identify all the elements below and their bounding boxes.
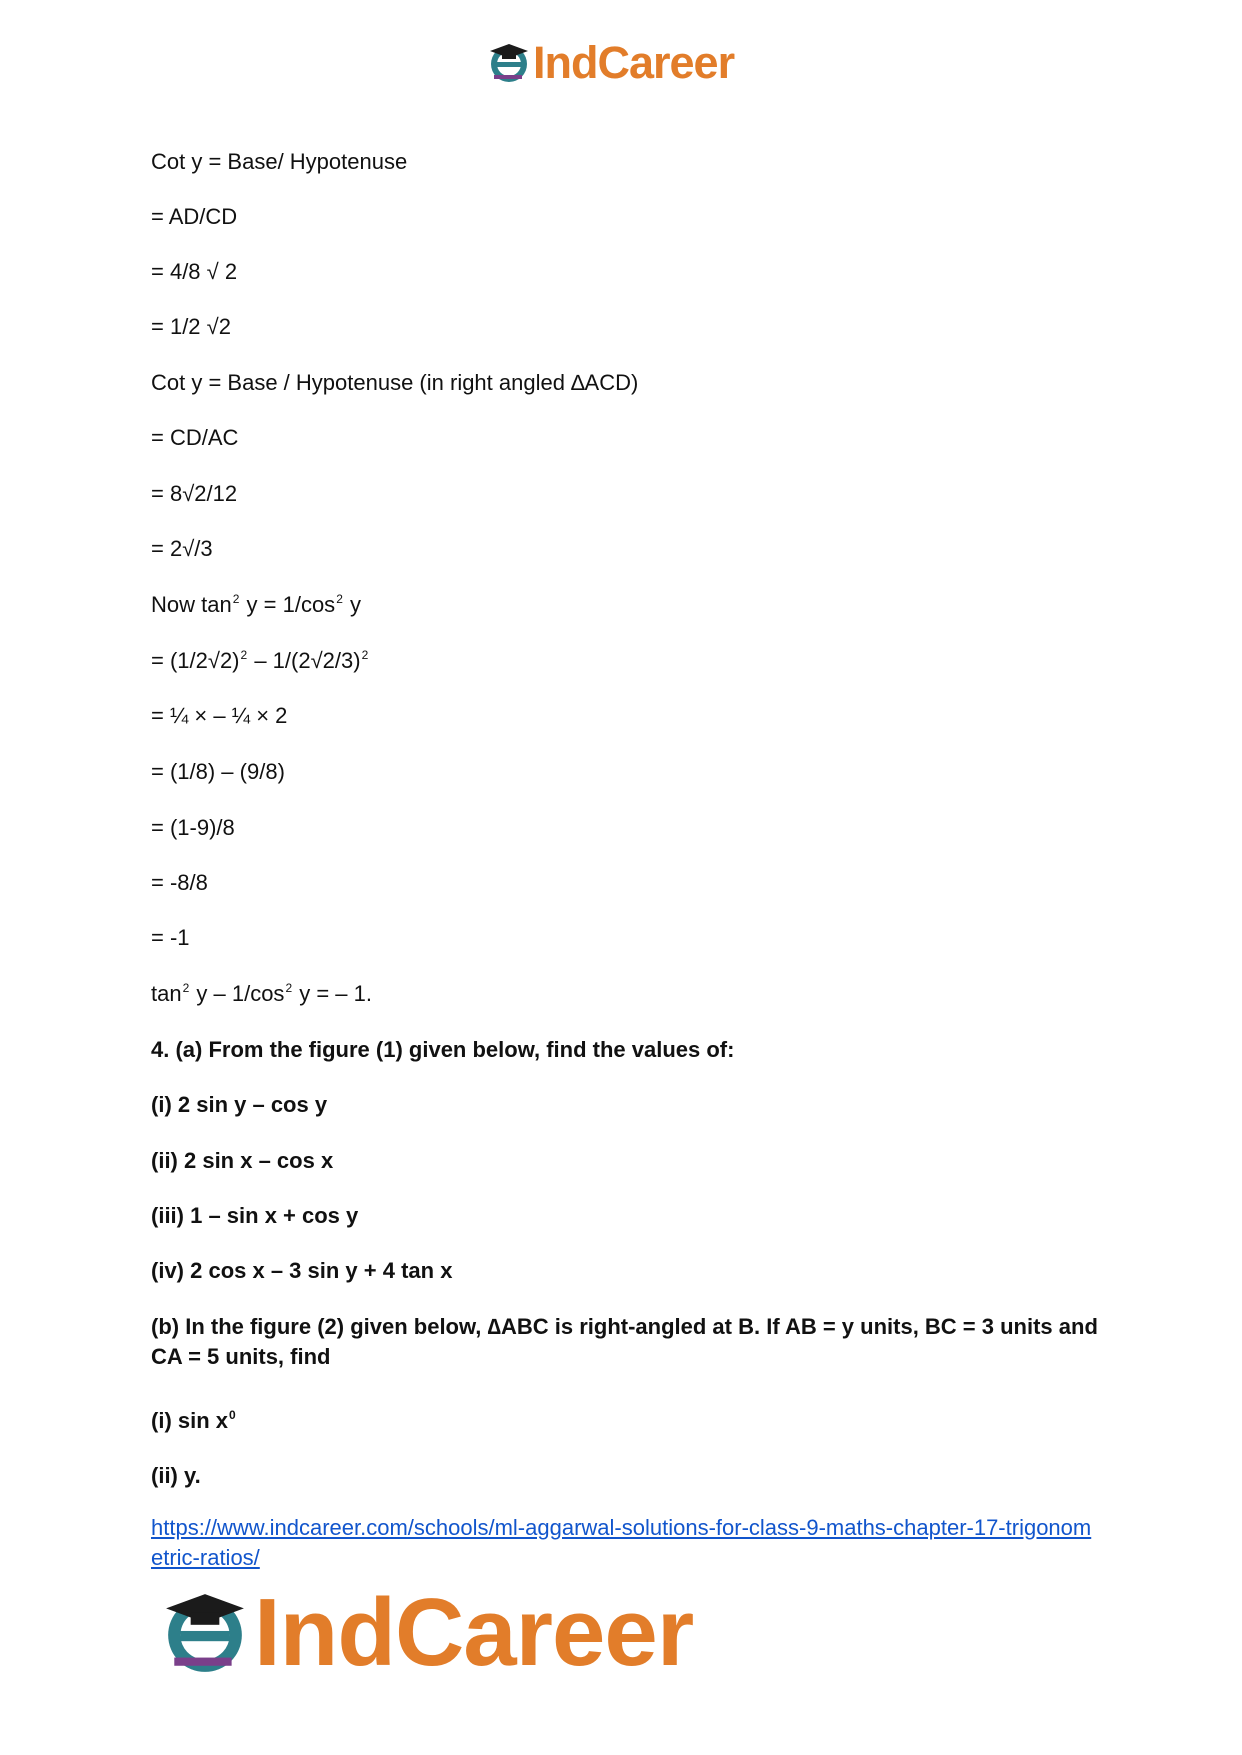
solution-line: = 4/8 √ 2 [151, 259, 238, 284]
solution-line: = -8/8 [151, 870, 208, 895]
source-link[interactable]: https://www.indcareer.com/schools/ml-aggarwal-solutions-for-class-9-maths-chapter-17-trigonometric-ratios/ [151, 1515, 1092, 1570]
solution-line: = (1/8) – (9/8) [151, 759, 285, 784]
solution-line: = AD/CD [151, 204, 238, 229]
solution-line: = 2√/3 [151, 536, 213, 561]
question-part: (iv) 2 cos x – 3 sin y + 4 tan x [151, 1258, 453, 1283]
solution-line: = (1-9)/8 [151, 815, 235, 840]
solution-line: Cot y = Base/ Hypotenuse [151, 149, 408, 174]
solution-line: Cot y = Base / Hypotenuse (in right angled ∆ACD) [151, 370, 639, 395]
solution-line: = CD/AC [151, 425, 239, 450]
solution-line: = 8√2/12 [151, 481, 238, 506]
question-b-statement: (b) In the figure (2) given below, ∆ABC is right-angled at B. If AB = y units, BC = 3 units and CA = 5 units, find [151, 1314, 1098, 1369]
solution-line: = ¼ × – ¼ × 2 [151, 703, 288, 728]
solution-line: = -1 [151, 925, 190, 950]
indcareer-logo-top [488, 37, 735, 88]
logo-wordmark: IndCareer [533, 37, 735, 88]
solution-line-tan-identity: Now $\tan^2 y = 1/\cos^2$ y [151, 592, 361, 617]
question-part: (iii) 1 – sin x + cos y [151, 1203, 359, 1228]
question-part: (ii) y. [151, 1463, 201, 1488]
graduation-cap-icon [162, 1590, 248, 1676]
question-part: (ii) 2 sin x – cos x [151, 1148, 334, 1173]
graduation-cap-icon [488, 42, 530, 84]
question-heading: 4. (a) From the figure (1) given below, find the values of: [151, 1037, 735, 1062]
question-part: (i) $\sin x^0$ [151, 1408, 236, 1433]
solution-line: = 1/2 √2 [151, 314, 231, 339]
solution-line-substitution: = $(1/2√2)^2 - 1/(2√2/3)^2$ [151, 648, 369, 673]
question-part: (i) 2 sin y – cos y [151, 1092, 328, 1117]
logo-wordmark: IndCareer [254, 1579, 694, 1686]
indcareer-logo-bottom [162, 1579, 694, 1686]
solution-line-result: $\tan^2 y - 1/\cos^2$ y = – 1. [151, 981, 373, 1006]
